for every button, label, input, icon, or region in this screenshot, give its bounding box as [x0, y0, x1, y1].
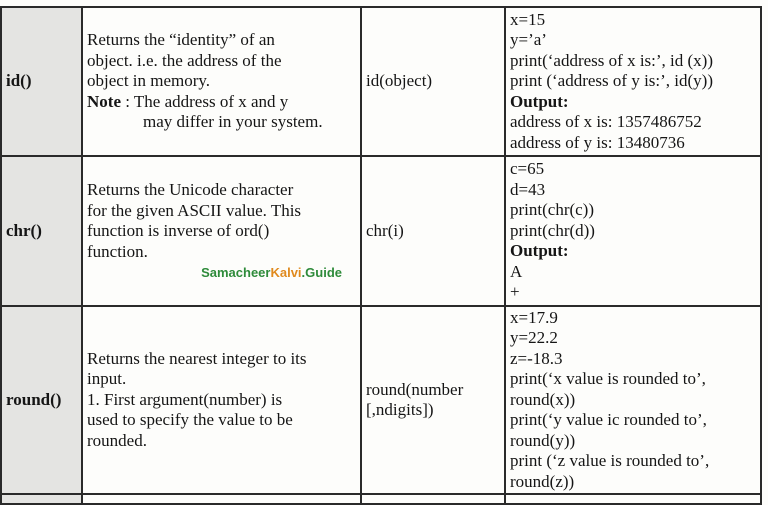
function-description: Returns the “identity” of an object. i.e. the address of the object in memory. Note : The address of x and y may differ in your system.	[82, 7, 361, 156]
output-label: Output:	[510, 91, 569, 111]
table-row-chr	[1, 156, 761, 306]
function-syntax: id(object)	[361, 7, 505, 156]
output-label: Output:	[510, 241, 569, 261]
table-row-partial	[1, 494, 761, 504]
note: Note : The address of x and y	[87, 91, 289, 111]
function-syntax: round(number [,ndigits])	[361, 306, 505, 494]
function-example: x=17.9 y=22.2 z=-18.3 print(‘x value is rounded to’, round(x)) print(‘y value ic rounded to’, round(y)) print (‘z value is rounded to’, round(z))	[505, 306, 761, 494]
function-name: id()	[1, 7, 82, 156]
table-row-round	[1, 306, 761, 494]
watermark-logo: SamacheerKalvi.Guide	[201, 265, 342, 280]
function-syntax: chr(i)	[361, 156, 505, 306]
function-example: x=15 y=’a’ print(‘address of x is:’, id (x)) print (‘address of y is:’, id(y)) Output: address of x is: 1357486752 address of y is: 13480736	[505, 7, 761, 156]
function-description: Returns the Unicode character for the given ASCII value. This function is inverse of ord() function. SamacheerKalvi.Guide	[82, 156, 361, 306]
function-name: chr()	[1, 156, 82, 306]
table-row-id	[1, 7, 761, 156]
builtin-functions-table	[0, 6, 762, 505]
function-description: Returns the nearest integer to its input. 1. First argument(number) is used to specify the value to be rounded.	[82, 306, 361, 494]
function-name: round()	[1, 306, 82, 494]
function-example: c=65 d=43 print(chr(c)) print(chr(d)) Output: A +	[505, 156, 761, 306]
